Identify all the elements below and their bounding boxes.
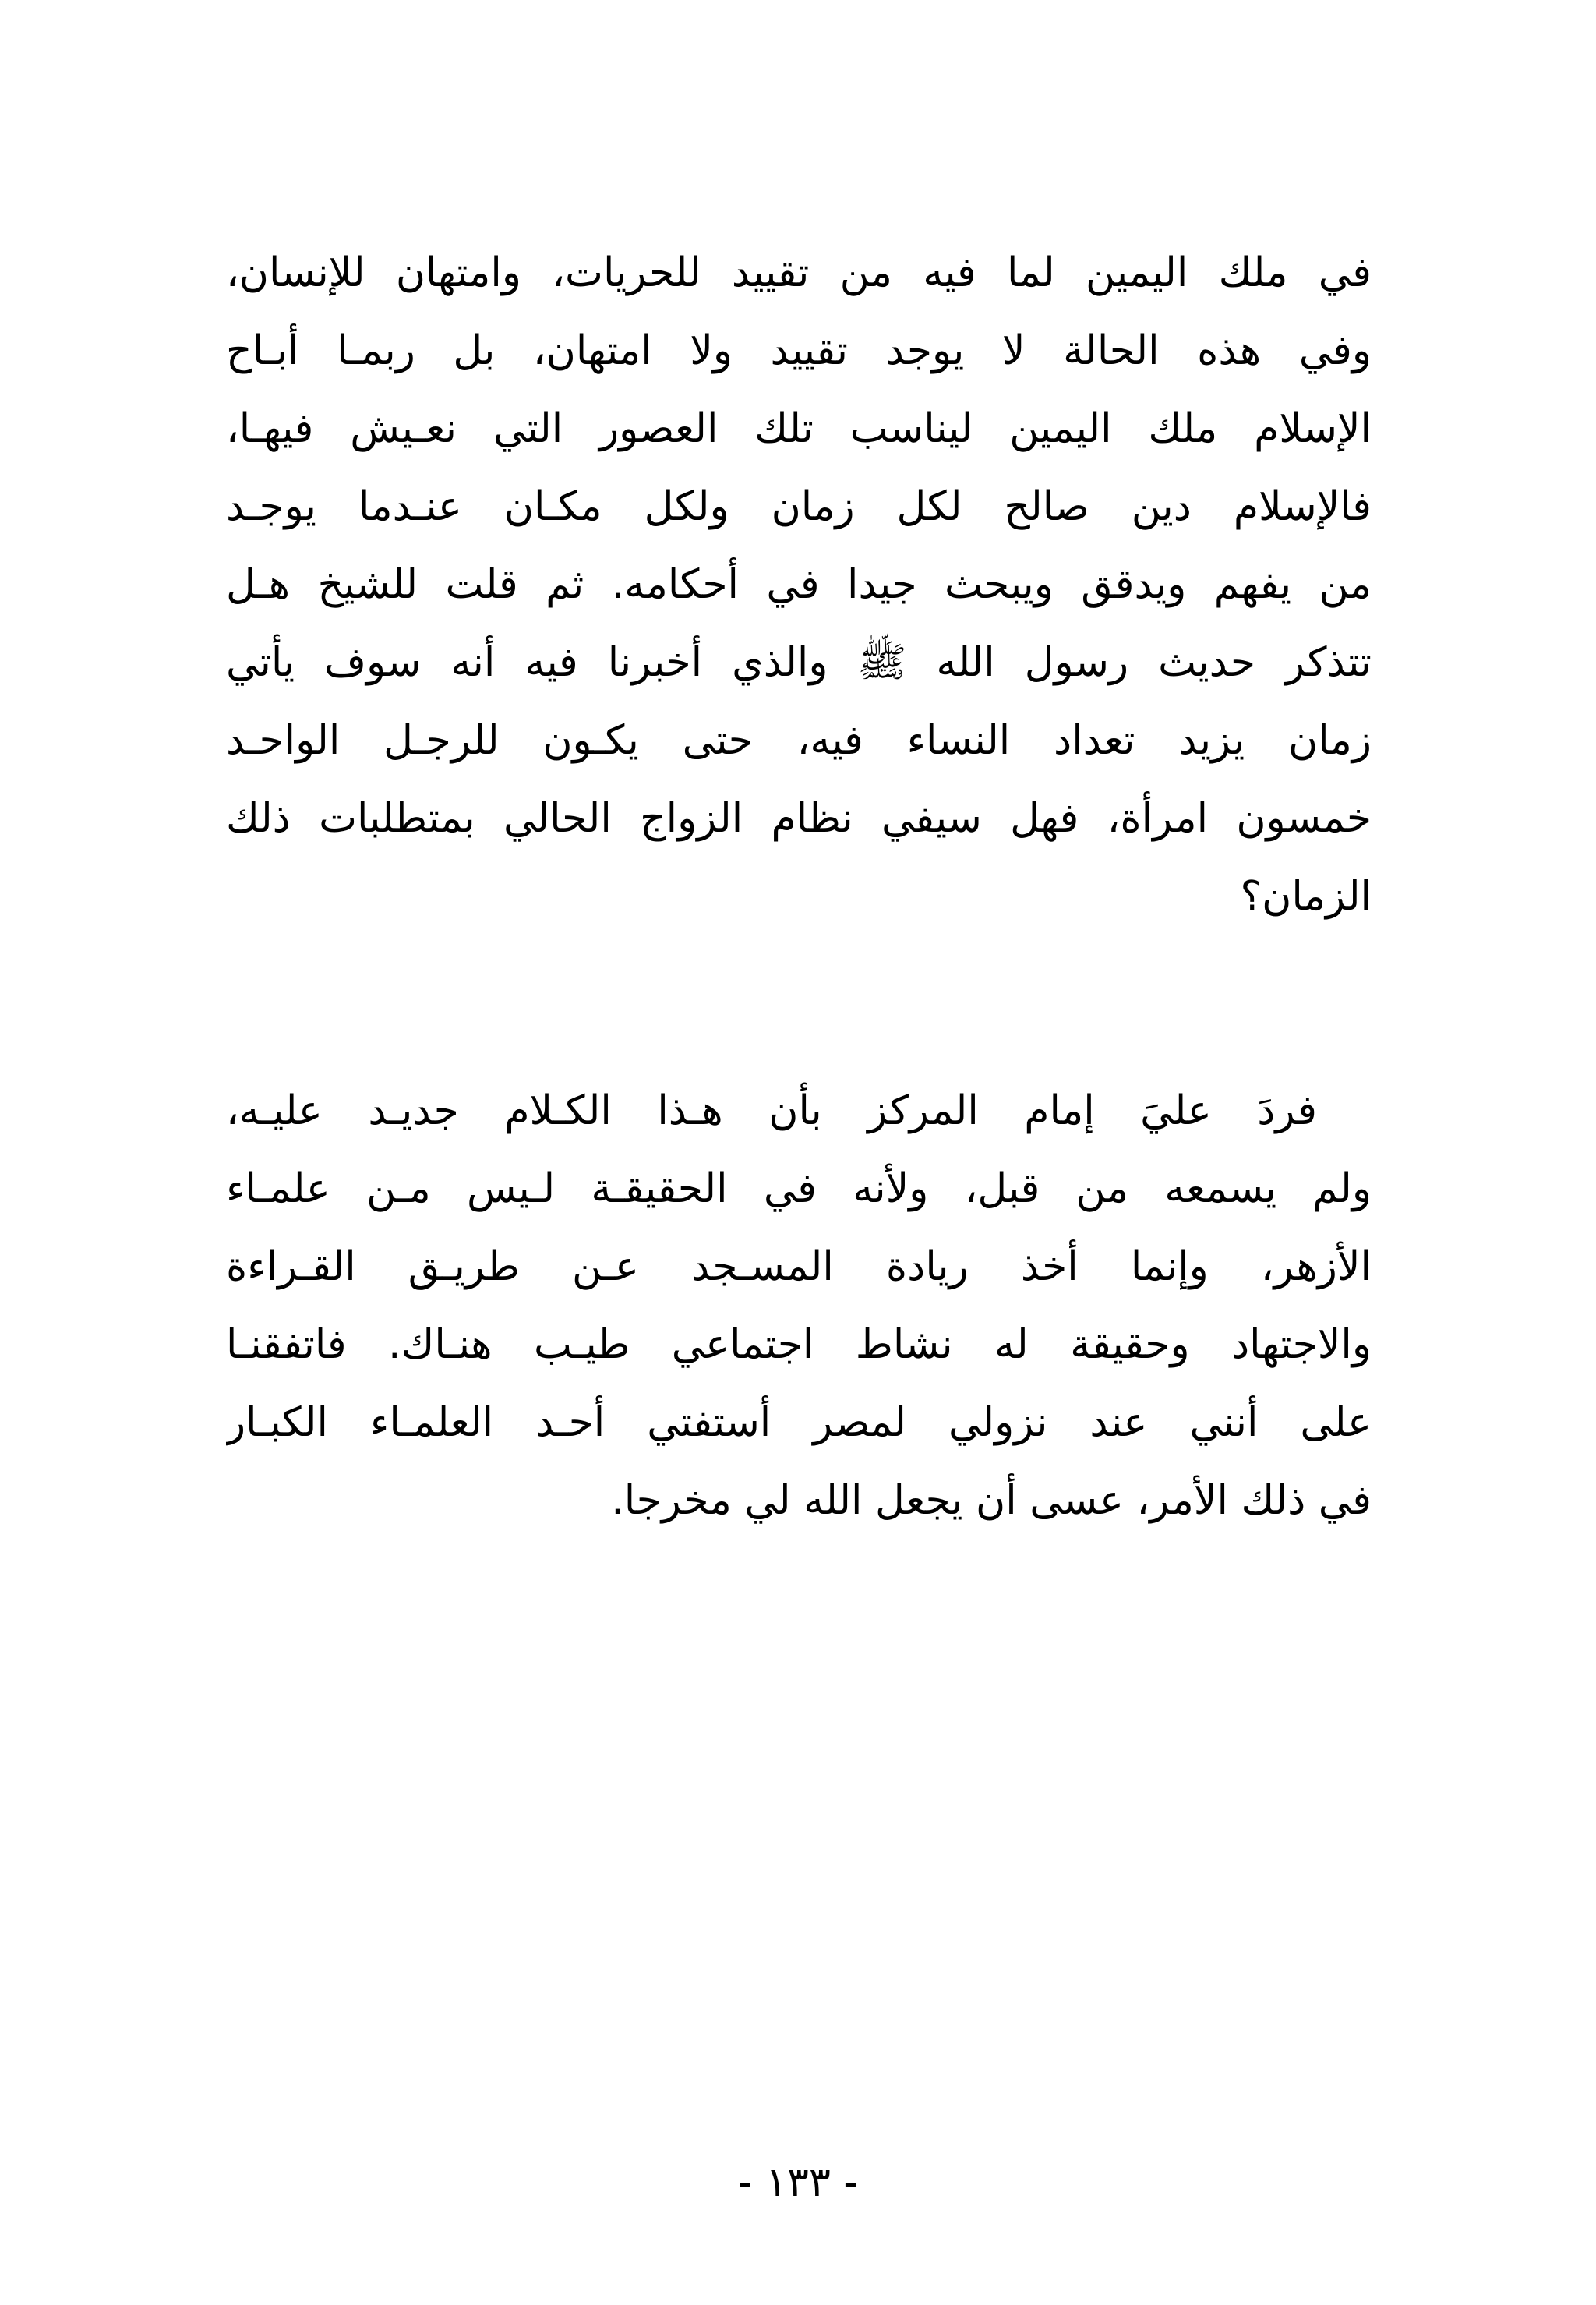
text-line: فالإسلام دين صالح لكل زمان ولكل مكـان عنـدما يوجـد: [226, 483, 1372, 530]
text-line: تتذكر حديث رسول الله ﷺ والذي أخبرنا فيه أنه سوف يأتي: [226, 639, 1372, 686]
text-line: من يفهم ويدقق ويبحث جيدا في أحكامه. ثم قلت للشيخ هـل: [226, 561, 1372, 608]
text-line: والاجتهاد وحقيقة له نشاط اجتماعي طيـب هنـاك. فاتفقنـا: [226, 1321, 1372, 1368]
text-line: ولم يسمعه من قبل، ولأنه في الحقيقـة لـيس مـن علمـاء: [226, 1165, 1372, 1212]
paragraph-1: [226, 234, 1372, 935]
paragraph-2: [226, 1072, 1372, 1540]
text-line: في ذلك الأمر، عسى أن يجعل الله لي مخرجا.: [611, 1477, 1372, 1524]
text-line: فردَ عليَ إمام المركز بأن هـذا الكـلام جديـد عليـه،: [226, 1087, 1317, 1134]
text-line: الزمان؟: [1240, 873, 1372, 920]
text-line: على أنني عند نزولي لمصر أستفتي أحـد العلمـاء الكبـار: [226, 1399, 1372, 1446]
text-line: الإسلام ملك اليمين ليناسب تلك العصور التي نعـيش فيهـا،: [226, 405, 1372, 452]
page-number: - ١٣٣ -: [737, 2159, 859, 2206]
text-line: زمان يزيد تعداد النساء فيه، حتى يكـون للرجـل الواحـد: [226, 717, 1372, 764]
text-line: خمسون امرأة، فهل سيفي نظام الزواج الحالي بمتطلبات ذلك: [226, 795, 1372, 842]
text-line: في ملك اليمين لما فيه من تقييد للحريات، وامتهان للإنسان،: [226, 249, 1372, 296]
text-line: وفي هذه الحالة لا يوجد تقييد ولا امتهان، بل ربمـا أبـاح: [226, 327, 1372, 374]
text-line: الأزهر، وإنما أخذ ريادة المسـجد عـن طريـق القـراءة: [226, 1243, 1372, 1290]
